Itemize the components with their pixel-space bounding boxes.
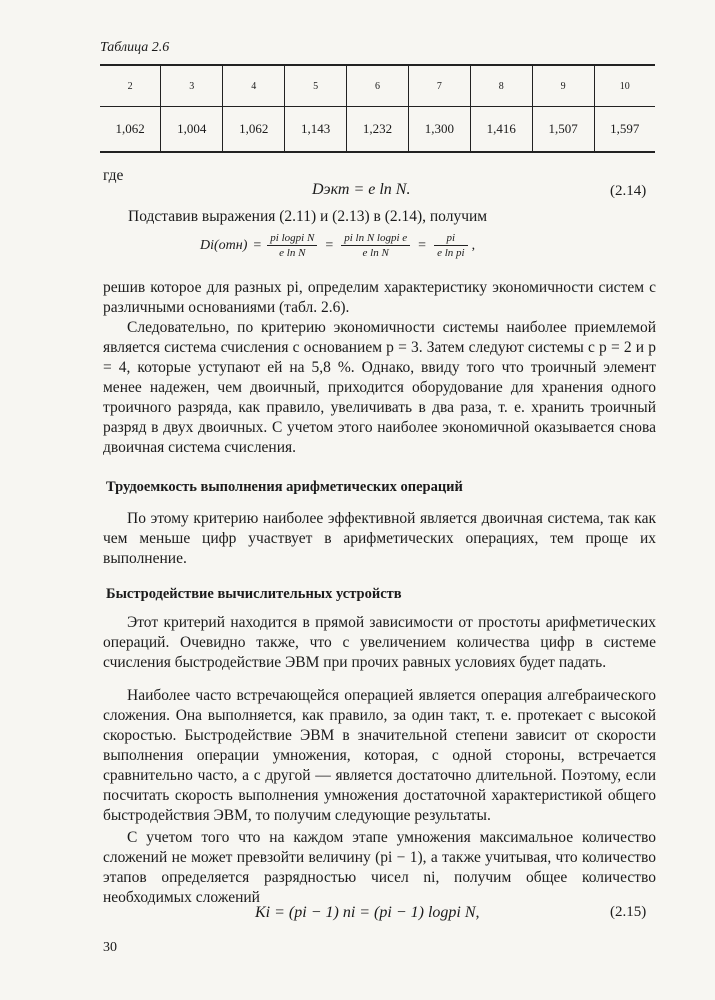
table-value-cell: 1,416 (470, 107, 532, 153)
fraction-3-den: e ln pi (437, 247, 465, 259)
fraction-2-num: pi ln N logpi e (341, 232, 410, 246)
table-value-cell: 1,062 (115, 121, 145, 136)
table-header-cell: 4 (223, 65, 285, 107)
fraction-1-den: e ln N (279, 247, 306, 259)
table-value-cell: 1,062 (223, 107, 285, 153)
equation-2-15-number: (2.15) (610, 904, 647, 920)
fraction-2-den: e ln N (362, 247, 389, 259)
fraction-3-num: pi (434, 232, 468, 246)
table-header-cell: 2 (100, 65, 161, 107)
page-number: 30 (103, 940, 117, 955)
table-value-cell: 1,507 (532, 107, 594, 153)
substitute-line: Подставив выражения (2.11) и (2.13) в (2.14), получим (128, 208, 488, 225)
fraction-1 (267, 232, 317, 259)
equation-2-14 (312, 181, 410, 199)
heading-speed: Быстродействие вычислительных устройств (106, 586, 402, 602)
paragraph-solving: решив которое для разных pi, определим характеристику экономичности систем с различными основаниями (табл. 2.6). (103, 279, 656, 316)
table-caption: Таблица 2.6 (100, 40, 170, 55)
eq-2-14-lhs: Dэкт (312, 181, 350, 198)
paragraph-given: С учетом того что на каждом этапе умножения максимальное количество сложений не может превзойти величину (pi − 1), а также учитывая, что количество этапов определяется разрядностью чисел ni, получим общее количество необходимых сложений (103, 829, 656, 906)
table-header-row (100, 65, 655, 107)
table-value-row (100, 107, 655, 153)
paragraph-criterion: Этот критерий находится в прямой зависимости от простоты арифметических операций. Очевидно также, что с увеличением количества цифр в системе счисления быстродействие ЭВМ при прочих равных условиях будет падать. (103, 614, 656, 671)
frac-eq-lhs: Di(отн) (200, 237, 248, 253)
fraction-3 (434, 232, 468, 259)
fraction-1-num: pi logpi N (267, 232, 317, 246)
heading-labor-intensity: Трудоемкость выполнения арифметических операций (106, 479, 463, 495)
table-value-cell: 1,004 (161, 107, 223, 153)
equation-2-15: Ki = (pi − 1) ni = (pi − 1) logpi N, (255, 904, 480, 921)
paragraph-frequent-operation: Наиболее часто встречающейся операцией является операция алгебраического сложения. Она выполняется, как правило, за один такт, т. е. протекает с высокой скоростью. Быстродействие ЭВМ в значительной степени зависит от скорости выполнения операции умножения, которая, с одной стороны, встречается сравнительно часто, а с другой — является достаточно длительной. Поэтому, если посчитать скорость выполнения умножения достаточной характеристикой общего быстродействия ЭВМ, то получим следующие результаты. (103, 687, 656, 824)
where-word: где (103, 167, 124, 184)
table-value-cell: 1,232 (347, 107, 409, 153)
eq-2-14-rhs: = e ln N. (353, 181, 411, 198)
paragraph-therefore: Следовательно, по критерию экономичности системы наиболее приемлемой является система счисления с основанием p = 3. Затем следуют системы с p = 2 и p = 4, которые уступают ей на 5,8 %. Однако, ввиду того что троичный элемент менее надежен, чем двоичный, приходится оборудование для хранения одного троичного разряда, как правило, увеличивать в два раза, т. е. хранить троичный разряд в двух двоичных. С учетом этого наиболее экономичной оказывается снова двоичная система счисления. (103, 319, 656, 456)
equation-2-14-number: (2.14) (610, 183, 647, 199)
paragraph-labor: По этому критерию наиболее эффективной является двоичная система, так как чем меньше цифр участвует в арифметических операциях, тем проще их выполнение. (103, 510, 656, 567)
fraction-equation: Di(отн) = $\frac{\text{pi logpi N}}{\text{e ln N}}$ = $\frac{\text{pi ln N logpi e}}{\text{e ln N}}$ = $\frac{pi}{\text{e ln pi}}$ , (200, 232, 476, 259)
table-header-cell: 10 (594, 65, 655, 107)
table-header-cell: 5 (285, 65, 347, 107)
table-header-cell: 8 (470, 65, 532, 107)
table-header-cell: 9 (532, 65, 594, 107)
table-value-cell: 1,300 (408, 107, 470, 153)
economy-table (100, 64, 655, 153)
table-header-cell: 7 (408, 65, 470, 107)
table-value-cell: 1,143 (285, 107, 347, 153)
fraction-2 (341, 232, 410, 259)
table-value-cell: 1,597 (594, 107, 655, 153)
table-header-cell: 3 (161, 65, 223, 107)
table-header-cell: 6 (347, 65, 409, 107)
